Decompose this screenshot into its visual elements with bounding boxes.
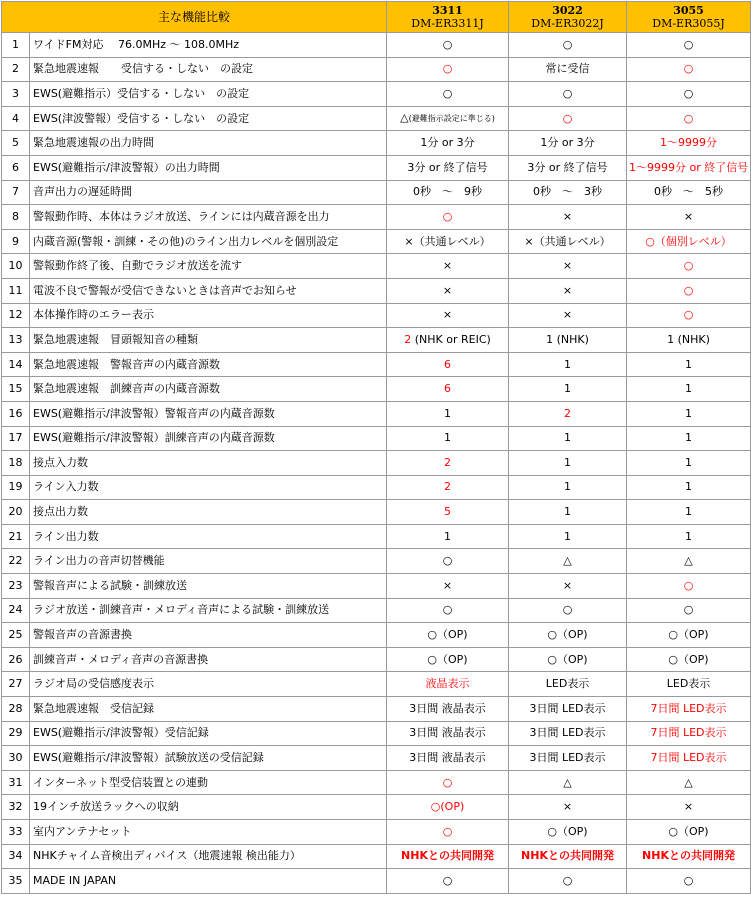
feature-name: EWS(避難指示/津波警報）警報音声の内蔵音源数	[30, 401, 387, 426]
value-cell-3022: 1	[509, 352, 627, 377]
model-header-3022	[509, 2, 627, 33]
value-cell-3022: ×	[509, 278, 627, 303]
table-row	[2, 598, 751, 623]
table-header-row	[2, 2, 751, 33]
value-cell-3055: 1～9999分	[627, 131, 751, 156]
row-number: 23	[2, 574, 30, 599]
value-cell-3055: ○	[627, 574, 751, 599]
value-cell-3055: ○（OP)	[627, 647, 751, 672]
value-cell-3311: ×（共通レベル）	[387, 229, 509, 254]
value-cell-3311: ×	[387, 278, 509, 303]
table-row	[2, 155, 751, 180]
value-cell-3311: ○	[387, 820, 509, 845]
table-row	[2, 57, 751, 82]
value-cell-3055: 7日間 LED表示	[627, 697, 751, 722]
value-cell-3311: 5	[387, 500, 509, 525]
value-cell-3022: 1	[509, 451, 627, 476]
value-cell-3055: ×	[627, 795, 751, 820]
value-cell-3055: ○	[627, 57, 751, 82]
value-cell-3055: 1 (NHK)	[627, 328, 751, 353]
value-cell-3022: 2	[509, 401, 627, 426]
value-cell-3311: 1分 or 3分	[387, 131, 509, 156]
value-cell-3022: 1	[509, 426, 627, 451]
value-cell-3055: ×	[627, 205, 751, 230]
row-number: 8	[2, 205, 30, 230]
value-cell-3055: NHKとの共同開発	[627, 844, 751, 869]
feature-name: EWS(避難指示/津波警報）受信記録	[30, 721, 387, 746]
row-number: 4	[2, 106, 30, 131]
value-cell-3022: 3分 or 終了信号	[509, 155, 627, 180]
value-cell-3311: 2	[387, 475, 509, 500]
table-row	[2, 647, 751, 672]
feature-name: 室内アンテナセット	[30, 820, 387, 845]
table-row	[2, 426, 751, 451]
value-cell-3055: ○	[627, 278, 751, 303]
row-number: 27	[2, 672, 30, 697]
feature-name: 接点入力数	[30, 451, 387, 476]
row-number: 2	[2, 57, 30, 82]
value-cell-3022: 1	[509, 524, 627, 549]
table-title: 主な機能比較	[2, 2, 387, 33]
model-code: DM-ER3311J	[411, 17, 484, 30]
row-number: 16	[2, 401, 30, 426]
value-cell-3022: NHKとの共同開発	[509, 844, 627, 869]
row-number: 30	[2, 746, 30, 771]
value-cell-3055: 1	[627, 401, 751, 426]
model-number: 3311	[432, 4, 463, 17]
table-row	[2, 721, 751, 746]
value-cell-3055: △	[627, 549, 751, 574]
value-cell-3055: ○	[627, 869, 751, 894]
value-cell-3055: ○	[627, 106, 751, 131]
value-cell-3022: ×	[509, 254, 627, 279]
table-row	[2, 549, 751, 574]
feature-name: 警報音声による試験・訓練放送	[30, 574, 387, 599]
value-cell-3022: ○	[509, 82, 627, 107]
value-cell-3055: ○（OP)	[627, 623, 751, 648]
feature-name: 内蔵音源(警報・訓練・その他)のライン出力レベルを個別設定	[30, 229, 387, 254]
row-number: 17	[2, 426, 30, 451]
table-row	[2, 328, 751, 353]
feature-name: 緊急地震速報 受信記録	[30, 697, 387, 722]
value-cell-3311: 3日間 液晶表示	[387, 746, 509, 771]
value-cell-3022: ○	[509, 598, 627, 623]
value-cell-3022: ○	[509, 869, 627, 894]
value-text: △	[400, 111, 409, 125]
row-number: 3	[2, 82, 30, 107]
table-row	[2, 672, 751, 697]
feature-name: EWS(津波警報）受信する・しない の設定	[30, 106, 387, 131]
table-row	[2, 746, 751, 771]
value-cell-3022: ×	[509, 205, 627, 230]
feature-name: 接点出力数	[30, 500, 387, 525]
row-number: 34	[2, 844, 30, 869]
value-cell-3311: ○	[387, 549, 509, 574]
value-cell-3055: ○（OP)	[627, 820, 751, 845]
value-cell-3022: LED表示	[509, 672, 627, 697]
feature-name: ライン出力の音声切替機能	[30, 549, 387, 574]
table-row	[2, 795, 751, 820]
value-note: (避難指示設定に準じる)	[408, 114, 495, 124]
value-cell-3022: 常に受信	[509, 57, 627, 82]
value-cell-3055: △	[627, 770, 751, 795]
row-number: 35	[2, 869, 30, 894]
table-row	[2, 82, 751, 107]
table-row	[2, 205, 751, 230]
table-row	[2, 820, 751, 845]
value-cell-3055: 1	[627, 377, 751, 402]
value-cell-3055: ○	[627, 598, 751, 623]
feature-name: 訓練音声・メロディ音声の音源書換	[30, 647, 387, 672]
value-cell-3311: ×	[387, 254, 509, 279]
table-row	[2, 475, 751, 500]
value-highlight: 2	[404, 332, 412, 346]
model-number: 3022	[552, 4, 583, 17]
value-cell-3311: 1	[387, 401, 509, 426]
feature-name: 緊急地震速報の出力時間	[30, 131, 387, 156]
feature-name: NHKチャイム音検出ディバイス（地震速報 検出能力）	[30, 844, 387, 869]
table-row	[2, 401, 751, 426]
feature-name: 警報動作終了後、自動でラジオ放送を流す	[30, 254, 387, 279]
row-number: 11	[2, 278, 30, 303]
value-cell-3055: ○	[627, 303, 751, 328]
row-number: 20	[2, 500, 30, 525]
feature-name: ラジオ局の受信感度表示	[30, 672, 387, 697]
value-cell-3055: ○	[627, 82, 751, 107]
feature-name: 本体操作時のエラー表示	[30, 303, 387, 328]
table-row	[2, 229, 751, 254]
value-cell-3311: 0秒 ～ 9秒	[387, 180, 509, 205]
value-cell-3311: ×	[387, 574, 509, 599]
row-number: 5	[2, 131, 30, 156]
model-code: DM-ER3055J	[652, 17, 725, 30]
table-row	[2, 500, 751, 525]
value-cell-3311	[387, 106, 509, 131]
row-number: 7	[2, 180, 30, 205]
value-cell-3311: 6	[387, 352, 509, 377]
value-cell-3311: ○（OP)	[387, 647, 509, 672]
table-row	[2, 869, 751, 894]
feature-name: 緊急地震速報 冒頭報知音の種類	[30, 328, 387, 353]
feature-name: EWS(避難指示）受信する・しない の設定	[30, 82, 387, 107]
value-cell-3055: ○	[627, 254, 751, 279]
model-header-3055	[627, 2, 751, 33]
feature-name: 緊急地震速報 訓練音声の内蔵音源数	[30, 377, 387, 402]
value-cell-3311: 1	[387, 426, 509, 451]
feature-name: 警報音声の音源書換	[30, 623, 387, 648]
feature-name: 緊急地震速報 受信する・しない の設定	[30, 57, 387, 82]
table-row	[2, 451, 751, 476]
feature-name: 電波不良で警報が受信できないときは音声でお知らせ	[30, 278, 387, 303]
value-cell-3055: 1	[627, 426, 751, 451]
value-cell-3022: 3日間 LED表示	[509, 721, 627, 746]
row-number: 28	[2, 697, 30, 722]
value-cell-3022: ×	[509, 574, 627, 599]
value-cell-3311: ○	[387, 57, 509, 82]
row-number: 29	[2, 721, 30, 746]
value-cell-3022: 1 (NHK)	[509, 328, 627, 353]
value-cell-3022: ○（OP)	[509, 820, 627, 845]
table-row	[2, 254, 751, 279]
feature-name: ワイドFM対応 76.0MHz ～ 108.0MHz	[30, 33, 387, 58]
value-cell-3022: ○	[509, 106, 627, 131]
value-cell-3022: △	[509, 770, 627, 795]
value-cell-3311: 6	[387, 377, 509, 402]
feature-name: ラジオ放送・訓練音声・メロディ音声による試験・訓練放送	[30, 598, 387, 623]
row-number: 14	[2, 352, 30, 377]
table-body	[2, 33, 751, 894]
value-cell-3055: ○	[627, 33, 751, 58]
row-number: 12	[2, 303, 30, 328]
table-row	[2, 377, 751, 402]
value-cell-3311: ○	[387, 205, 509, 230]
table-row	[2, 33, 751, 58]
table-row	[2, 303, 751, 328]
model-header-3311	[387, 2, 509, 33]
value-cell-3022: 1分 or 3分	[509, 131, 627, 156]
table-row	[2, 844, 751, 869]
value-cell-3055: 1	[627, 475, 751, 500]
row-number: 31	[2, 770, 30, 795]
row-number: 9	[2, 229, 30, 254]
value-cell-3311: 液晶表示	[387, 672, 509, 697]
value-cell-3022: ×	[509, 303, 627, 328]
value-cell-3055: 1	[627, 451, 751, 476]
value-cell-3022: 3日間 LED表示	[509, 746, 627, 771]
row-number: 32	[2, 795, 30, 820]
value-cell-3311: 1	[387, 524, 509, 549]
value-cell-3055: 7日間 LED表示	[627, 721, 751, 746]
row-number: 18	[2, 451, 30, 476]
table-row	[2, 574, 751, 599]
table-row	[2, 697, 751, 722]
value-text: (NHK or REIC)	[411, 332, 491, 346]
value-cell-3022: ○（OP)	[509, 647, 627, 672]
row-number: 10	[2, 254, 30, 279]
value-cell-3311: ○	[387, 869, 509, 894]
value-cell-3311: 3日間 液晶表示	[387, 697, 509, 722]
value-cell-3055: 7日間 LED表示	[627, 746, 751, 771]
value-cell-3311: ○	[387, 82, 509, 107]
table-row	[2, 180, 751, 205]
value-cell-3022: ○	[509, 33, 627, 58]
value-cell-3022: ○（OP)	[509, 623, 627, 648]
value-cell-3055: 1	[627, 524, 751, 549]
row-number: 19	[2, 475, 30, 500]
row-number: 13	[2, 328, 30, 353]
table-row	[2, 623, 751, 648]
feature-name: インターネット型受信装置との連動	[30, 770, 387, 795]
value-cell-3022: 1	[509, 500, 627, 525]
value-cell-3022: 1	[509, 377, 627, 402]
row-number: 6	[2, 155, 30, 180]
feature-name: EWS(避難指示/津波警報）試験放送の受信記録	[30, 746, 387, 771]
value-cell-3055: 1	[627, 500, 751, 525]
table-row	[2, 278, 751, 303]
row-number: 24	[2, 598, 30, 623]
value-cell-3311: 2	[387, 451, 509, 476]
value-cell-3022: 0秒 ～ 3秒	[509, 180, 627, 205]
value-cell-3311: NHKとの共同開発	[387, 844, 509, 869]
row-number: 21	[2, 524, 30, 549]
value-cell-3311: ○	[387, 598, 509, 623]
table-row	[2, 524, 751, 549]
value-cell-3022: ×（共通レベル）	[509, 229, 627, 254]
value-cell-3311	[387, 328, 509, 353]
feature-comparison-table	[1, 1, 751, 894]
value-cell-3055: 1	[627, 352, 751, 377]
feature-name: 警報動作時、本体はラジオ放送、ラインには内蔵音源を出力	[30, 205, 387, 230]
row-number: 22	[2, 549, 30, 574]
value-cell-3022: 3日間 LED表示	[509, 697, 627, 722]
value-cell-3055: LED表示	[627, 672, 751, 697]
feature-name: MADE IN JAPAN	[30, 869, 387, 894]
row-number: 33	[2, 820, 30, 845]
feature-name: 音声出力の遅延時間	[30, 180, 387, 205]
row-number: 25	[2, 623, 30, 648]
feature-name: EWS(避難指示/津波警報）の出力時間	[30, 155, 387, 180]
feature-name: ライン入力数	[30, 475, 387, 500]
value-cell-3311: ○	[387, 770, 509, 795]
row-number: 1	[2, 33, 30, 58]
value-cell-3055: 0秒 ～ 5秒	[627, 180, 751, 205]
feature-name: EWS(避難指示/津波警報）訓練音声の内蔵音源数	[30, 426, 387, 451]
value-cell-3022: △	[509, 549, 627, 574]
table-row	[2, 131, 751, 156]
table-row	[2, 106, 751, 131]
row-number: 26	[2, 647, 30, 672]
row-number: 15	[2, 377, 30, 402]
value-cell-3311: ○(OP)	[387, 795, 509, 820]
value-cell-3311: ×	[387, 303, 509, 328]
model-code: DM-ER3022J	[531, 17, 604, 30]
table-row	[2, 352, 751, 377]
feature-name: ライン出力数	[30, 524, 387, 549]
feature-name: 19インチ放送ラックへの収納	[30, 795, 387, 820]
value-cell-3311: ○（OP)	[387, 623, 509, 648]
value-cell-3022: 1	[509, 475, 627, 500]
value-cell-3022: ×	[509, 795, 627, 820]
value-cell-3055: ○（個別レベル）	[627, 229, 751, 254]
table-row	[2, 770, 751, 795]
feature-name: 緊急地震速報 警報音声の内蔵音源数	[30, 352, 387, 377]
value-cell-3055: 1～9999分 or 終了信号	[627, 155, 751, 180]
value-cell-3311: ○	[387, 33, 509, 58]
model-number: 3055	[673, 4, 704, 17]
value-cell-3311: 3分 or 終了信号	[387, 155, 509, 180]
value-cell-3311: 3日間 液晶表示	[387, 721, 509, 746]
